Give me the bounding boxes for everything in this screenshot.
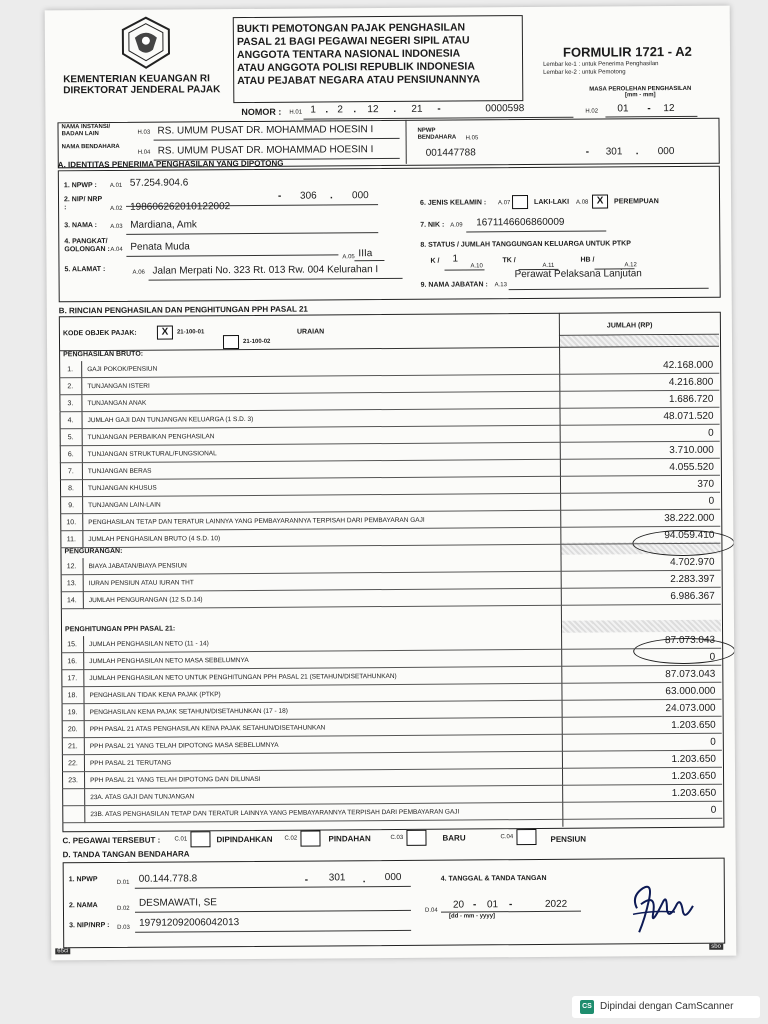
row-amount: 38.222.000 [664, 512, 715, 525]
row-amount: 0 [710, 804, 717, 816]
section-c-title: C. PEGAWAI TERSEBUT : [62, 835, 161, 846]
a-nama-code: A.03 [110, 223, 123, 230]
kode-1-checkbox[interactable]: X [157, 326, 173, 340]
row-amount: 48.071.520 [663, 410, 714, 423]
row-amount: 87.073.043 [665, 668, 716, 681]
pengurangan-title: PENGURANGAN: [64, 547, 123, 556]
d-nip-label: 3. NIP/NRP : [69, 921, 110, 930]
d-tgl-yyyy: 2022 [544, 898, 568, 910]
camscanner-text: Dipindai dengan CamScanner [600, 1001, 734, 1012]
a-npwp-code: A.01 [109, 182, 123, 189]
row-number: 18. [61, 687, 84, 704]
title-line: BUKTI PEMOTONGAN PAJAK PENGHASILAN [236, 21, 466, 36]
c-code-2: C.02 [284, 835, 298, 842]
a-npwp-kpp: 306 [299, 190, 317, 202]
row-amount: 87.073.043 [665, 634, 716, 647]
a-k-label: K / [430, 257, 440, 265]
bendahara-value: RS. UMUM PUSAT DR. MOHAMMAD HOESIN I [157, 144, 374, 157]
nomor-part-5: 0000598 [485, 103, 525, 115]
nomor-label: NOMOR : [241, 106, 282, 118]
a-hb-code: A.12 [624, 262, 637, 269]
a-npwp-cabang: 000 [351, 190, 369, 202]
row-amount: 6.986.367 [670, 590, 715, 603]
row-number: 8. [60, 480, 83, 497]
row-number: 3. [59, 395, 82, 412]
row-amount: 94.059.410 [664, 529, 715, 542]
c-dipindahkan-checkbox[interactable] [190, 831, 210, 847]
row-number: 1. [59, 361, 82, 378]
d-tgl-code: D.04 [424, 907, 438, 914]
shaded-cell [562, 620, 721, 633]
row-number: 6. [60, 446, 83, 463]
row-description: JUMLAH PENGURANGAN (12 S.D.14) [88, 596, 203, 605]
section-b-title: B. RINCIAN PENGHASILAN DAN PENGHITUNGAN PPH PASAL 21 [58, 304, 308, 316]
corner-mark-left: 65ci [57, 948, 69, 955]
row-number [62, 789, 85, 806]
c-code-1: C.01 [174, 836, 188, 843]
row-description: TUNJANGAN ANAK [87, 399, 147, 408]
a-jk-perempuan-checkbox[interactable]: X [592, 194, 608, 208]
npwp-bendahara-code: H.05 [465, 135, 479, 142]
row-description: PPH PASAL 21 YANG TELAH DIPOTONG DAN DILUNASI [90, 775, 261, 785]
nomor-part-1: 1 [310, 104, 316, 116]
row-description: GAJI POKOK/PENSIUN [87, 365, 158, 374]
d-npwp-label: 1. NPWP [68, 876, 98, 884]
c-baru-checkbox[interactable] [406, 830, 426, 846]
instansi-label: NAMA INSTANSI/ BADAN LAIN [61, 123, 111, 138]
row-amount: 4.055.520 [669, 461, 714, 474]
a-pangkat-value: Penata Muda [130, 241, 190, 253]
d-nama-label: 2. NAMA [68, 902, 98, 910]
nomor-part-4: 21 [411, 103, 423, 115]
a-jabatan-label: 9. NAMA JABATAN : [420, 281, 488, 289]
row-description: JUMLAH PENGHASILAN NETO UNTUK PENGHITUNGAN PPH PASAL 21 (SETAHUN/DISETAHUNKAN) [89, 672, 397, 683]
uraian-header: URAIAN [296, 328, 325, 336]
d-ttd-label: 4. TANGGAL & TANDA TANGAN [440, 874, 547, 883]
a-jk-label: 6. JENIS KELAMIN : [420, 199, 487, 207]
row-description: TUNJANGAN PERBAIKAN PENGHASILAN [87, 433, 215, 442]
pengurangan-rows [45, 6, 730, 11]
a-status-label: 8. STATUS / JUMLAH TANGGUNGAN KELUARGA UNTUK PTKP [420, 240, 631, 249]
d-nip-value: 197912092006042013 [139, 917, 240, 929]
row-number: 4. [59, 412, 82, 429]
a-npwp-label: 1. NPWP : [63, 182, 97, 190]
ministry-name [63, 73, 243, 96]
a-jabatan-code: A.13 [494, 282, 507, 289]
row-number: 14. [61, 592, 84, 609]
ministry-line-2: DIREKTORAT JENDERAL PAJAK [63, 84, 221, 97]
masa-to: 12 [663, 103, 675, 115]
row-number: 15. [61, 636, 84, 653]
ministry-line-1: KEMENTERIAN KEUANGAN RI [63, 73, 210, 86]
title-line: PASAL 21 BAGI PEGAWAI NEGERI SIPIL ATAU [236, 34, 470, 49]
row-amount: 42.168.000 [663, 359, 714, 372]
row-number: 2. [59, 378, 82, 395]
section-a-title: A. IDENTITAS PENERIMA PENGHASILAN YANG DIPOTONG [57, 158, 284, 170]
nomor-code: H.01 [289, 109, 303, 116]
nomor-part-2: 2 [337, 104, 343, 116]
d-tgl-format: [dd - mm - yyyy] [449, 913, 496, 920]
npwp-bendahara-value: 001447788 [425, 147, 476, 159]
row-amount: 0 [709, 651, 716, 663]
a-k-value: 1 [452, 253, 459, 265]
row-number: 19. [62, 704, 85, 721]
row-number: 7. [60, 463, 83, 480]
row-description: IURAN PENSIUN ATAU IURAN THT [88, 579, 194, 588]
row-description: JUMLAH PENGHASILAN BRUTO (4 S.D. 10) [88, 535, 221, 544]
title-line: ANGGOTA TENTARA NASIONAL INDONESIA [236, 47, 461, 62]
form-title-block [237, 21, 519, 88]
row-number: 23. [62, 772, 85, 789]
row-amount: 1.203.650 [671, 770, 717, 783]
masa-from: 01 [617, 103, 629, 115]
a-jk-laki-checkbox[interactable] [512, 195, 528, 209]
tax-form-sheet: KEMENTERIAN KEUANGAN RI DIREKTORAT JENDERAL PAJAK BUKTI PEMOTONGAN PAJAK PENGHASILAN PASAL 21 BAGI PEGAWAI NEGERI SIPIL ATAU ANGGOTA TENTARA NASIONAL INDONESIA ATAU ANGGOTA POLISI REPUBLIK INDONESIA ATAU PEJABAT NEGARA ATAU PENSIUNANNYA FORMULIR 1721 - A2 Lembar ke-1 : untuk Penerima Penghasilan Lembar ke-2 : untuk Pemotong MASA PEROLEHAN PENGHASILAN [mm - mm] H.02 01 - 12 NOMOR : H.01 1 . 2 . 12 . 21 - 0000598 NAMA INSTANSI/ BADAN LAIN H.03 RS. UMUM PUSAT DR. MOHAMMAD HOESIN I NAMA BENDAHARA H.04 RS. UMUM PUSAT DR. MOHAMMAD HOESIN I NPWP BENDAHARA H.05 001447788 - 301 . 000 A. IDENTITAS PENERIMA PENGHASILAN YANG DIPOTONG 1. NPWP : A.01 57.254.904.6 - 306 . 000 2. NIP/ NRP : A.02 198606262010122002 3. NAMA : A.03 Mardiana, Amk 4. PANGKAT/ GOLONGAN : A.04 Penata Muda A.05 IIIa 5. ALAMAT : A.06 Jalan Merpati No. 323 Rt. 013 Rw. 004 Kelurahan I 6. JENIS KELAMIN : A.07 LAKI-LAKI A.08 X PEREMPUAN 7. NIK : A.09 1671146606860009 8. STATUS / JUMLAH TANGGUNGAN KELUARGA UNTUK PTKP K / 1 A.10 TK / A.11 HB / A.12 9. NAMA JABATAN : A.13 Perawat Pelaksana Lanjutan B. RINCIAN PENGHASILAN DAN PENGHITUNGAN PPH PASAL 21 KODE OBJEK PAJAK: X 21-100-01 21-100-02 URAIAN JUMLAH (RP) PENGHASILAN BRUTO: PENGURANGAN: PENGHITUNGAN PPH PASAL 21: C. PEGAWAI TERSEBUT : C.01 DIPINDAHKAN C.02 PINDAHAN C.03 BARU C.04 PENSIUN D. TANDA TANGAN BENDAHARA 1. NPWP D.01 00.144.778.8 - 301 . 000 2. NAMA D.02 DESMAWATI, SE 3. NIP/NRP : D.03 197912092006042013 4. TANGGAL & TANDA TANGAN D.04 20 - 01 - 2022 [dd - mm - yyyy] 65ci sbo 1. GAJI POKOK/PENSIUN 42.168.000 2. TUNJANGAN ISTERI 4.216.800 3. TUNJANGAN ANAK 1.686.720 4. JUMLAH GAJI DAN TUNJANGAN KELUARGA (1 S.D. 3) 48.071.520 5. TUNJANGAN PERBAIKAN PENGHASILAN 0 6. TUNJANGAN STRUKTURAL/FUNGSIONAL 3.710.000 7. TUNJANGAN BERAS 4.055.520 8. TUNJANGAN KHUSUS 370 9. TUNJANGAN LAIN-LAIN 0 10. PENGHASILAN TETAP DAN TERATUR LAINNYA YANG PEMBAYARANNYA TERPISAH DARI PEMBAYARAN GAJI 38.222.000 11. JUMLAH PENGHASILAN BRUTO (4 S.D. 10) 94.059.410 12. BIAYA JABATAN/BIAYA PENSIUN 4.702.970 13. IURAN PENSIUN ATAU IURAN THT 2.283.397 14. JUMLAH PENGURANGAN (12 S.D.14) 6.986.367 15. JUMLAH PENGHASILAN NETO (11 - 14) 87.073.043 16. JUMLAH PENGHASILAN NETO MASA SEBELUMNYA 0 17. JUMLAH PENGHASILAN NETO UNTUK PENGHITUNGAN PPH PASAL 21 (SETAHUN/DISETAHUNKAN) 87.073.043 18. PENGHASILAN TIDAK KENA PAJAK (PTKP) 63.000.000 19. PENGHASILAN KENA PAJAK SETAHUN/DISETAHUNKAN (17 - 18) 24.073.000 20. PPH PASAL 21 ATAS PENGHASILAN KENA PAJAK SETAHUN/DISETAHUNKAN 1.203.650 21. PPH PASAL 21 YANG TELAH DIPOTONG MASA SEBELUMNYA 0 22. PPH PASAL 21 TERUTANG 1.203.650 23. PPH PASAL 21 YANG TELAH DIPOTONG DAN DILUNASI 1.203.650 23A. ATAS GAJI DAN TUNJANGAN 1.203.650 23B. ATAS PENGHASILAN TETAP DAN TERATUR LAINNYA YANG PEMBAYARANNYA TERPISAH DARI PEMBAYARAN GAJI 0 [45, 6, 737, 961]
a-alamat-value: Jalan Merpati No. 323 Rt. 013 Rw. 004 Kelurahan I [152, 264, 379, 277]
a-tk-label: TK / [502, 257, 516, 265]
bendahara-label: NAMA BENDAHARA [61, 143, 120, 151]
npwp-bendahara-cabang: 000 [657, 146, 675, 158]
d-npwp-kpp: 301 [328, 872, 346, 884]
a-jk-perempuan-label: PEREMPUAN [614, 198, 659, 206]
penghitungan-title: PENGHITUNGAN PPH PASAL 21: [64, 625, 176, 634]
masa-code: H.02 [585, 108, 599, 115]
a-alamat-label: 5. ALAMAT : [64, 265, 106, 274]
a-nama-label: 3. NAMA : [64, 222, 98, 230]
row-number: 16. [61, 653, 84, 670]
row-amount: 1.203.650 [671, 787, 717, 800]
title-line: ATAU PEJABAT NEGARA ATAU PENSIUNANNYA [237, 73, 481, 88]
c-pensiun-label: PENSIUN [550, 834, 587, 844]
bruto-rows [45, 6, 730, 11]
a-alamat-code: A.06 [132, 269, 145, 276]
row-description: PENGHASILAN TIDAK KENA PAJAK (PTKP) [89, 691, 221, 700]
a-nip-code: A.02 [110, 205, 123, 212]
form-code: FORMULIR 1721 - A2 [562, 43, 692, 60]
a-tk-code: A.11 [542, 262, 555, 269]
row-amount: 1.686.720 [668, 393, 714, 406]
row-amount: 370 [697, 478, 715, 490]
kode-objek-label: KODE OBJEK PAJAK: [62, 329, 137, 338]
row-description: 23B. ATAS PENGHASILAN TETAP DAN TERATUR LAINNYA YANG PEMBAYARANNYA TERPISAH DARI PEMBAYARAN GAJI [90, 808, 460, 819]
row-amount: 0 [708, 427, 714, 439]
row-description: JUMLAH PENGHASILAN NETO (11 - 14) [89, 640, 209, 649]
row-number [62, 806, 85, 823]
lembar-1-note: Lembar ke-1 : untuk Penerima Penghasilan [543, 61, 659, 68]
lembar-2-note: Lembar ke-2 : untuk Pemotong [543, 69, 626, 76]
a-nik-code: A.09 [450, 222, 463, 229]
c-dipindahkan-label: DIPINDAHKAN [216, 834, 273, 845]
a-nip-value: 198606262010122002 [130, 201, 231, 213]
row-amount: 1.203.650 [671, 753, 716, 766]
row-amount: 63.000.000 [665, 685, 716, 698]
row-number: 17. [61, 670, 84, 687]
d-tgl-dd: 20 [452, 899, 465, 911]
penghitungan-rows [45, 6, 730, 11]
ministry-emblem-icon [117, 13, 175, 71]
a-nip-label: 2. NIP/ NRP : [63, 196, 103, 212]
row-number: 11. [60, 531, 83, 548]
row-number: 9. [60, 497, 83, 514]
d-npwp-cabang: 000 [384, 871, 402, 884]
a-jk-code-l: A.07 [498, 200, 511, 207]
a-nama-value: Mardiana, Amk [130, 219, 197, 231]
a-golongan-value: IIIa [358, 248, 373, 260]
bruto-title: PENGHASILAN BRUTO: [63, 350, 144, 359]
row-description: TUNJANGAN KHUSUS [88, 484, 157, 493]
a-pangkat-code: A.04 [110, 246, 123, 253]
row-amount: 24.073.000 [665, 702, 716, 715]
row-description: BIAYA JABATAN/BIAYA PENSIUN [88, 562, 187, 571]
nomor-part-3: 12 [367, 104, 379, 116]
a-hb-label: HB / [580, 256, 595, 264]
row-description: 23A. ATAS GAJI DAN TUNJANGAN [90, 793, 195, 802]
bendahara-code: H.04 [137, 149, 151, 156]
c-code-3: C.03 [390, 834, 404, 842]
title-line: ATAU ANGGOTA POLISI REPUBLIK INDONESIA [237, 60, 475, 75]
a-nik-value: 1671146606860009 [476, 216, 565, 229]
a-jk-laki-label: LAKI-LAKI [534, 198, 570, 206]
c-pindahan-label: PINDAHAN [328, 834, 371, 844]
d-nip-code: D.03 [117, 924, 130, 931]
row-amount: 1.203.650 [671, 719, 716, 732]
row-number: 10. [60, 514, 83, 531]
row-description: PPH PASAL 21 TERUTANG [89, 759, 172, 768]
a-k-code: A.10 [470, 263, 483, 270]
instansi-code: H.03 [137, 129, 151, 136]
row-number: 13. [61, 575, 84, 592]
c-baru-label: BARU [442, 833, 466, 843]
signature-icon [623, 874, 703, 945]
d-tgl-mm: 01 [486, 899, 499, 911]
row-description: PPH PASAL 21 ATAS PENGHASILAN KENA PAJAK SETAHUN/DISETAHUNKAN [89, 724, 326, 734]
row-amount: 3.710.000 [669, 444, 714, 457]
npwp-bendahara-kpp: 301 [605, 146, 623, 158]
row-amount: 0 [710, 736, 716, 748]
corner-mark-right: sbo [711, 943, 721, 950]
row-description: TUNJANGAN ISTERI [87, 382, 150, 391]
a-npwp-value: 57.254.904.6 [129, 177, 189, 189]
section-d-title: D. TANDA TANGAN BENDAHARA [62, 849, 190, 860]
d-nama-value: DESMAWATI, SE [138, 897, 217, 909]
a-nik-label: 7. NIK : [420, 221, 445, 229]
a-jk-code-p: A.08 [576, 199, 589, 206]
c-pensiun-checkbox[interactable] [516, 829, 536, 845]
d-npwp-value: 00.144.778.8 [138, 873, 198, 885]
d-npwp-code: D.01 [116, 879, 130, 886]
row-amount: 4.216.800 [668, 376, 714, 389]
c-code-4: C.04 [500, 834, 514, 841]
a-pangkat-label: 4. PANGKAT/ GOLONGAN : [64, 237, 110, 254]
row-amount: 4.702.970 [670, 556, 715, 569]
row-description: TUNJANGAN STRUKTURAL/FUNGSIONAL [87, 450, 217, 459]
instansi-value: RS. UMUM PUSAT DR. MOHAMMAD HOESIN I [157, 124, 374, 137]
masa-label: MASA PEROLEHAN PENGHASILAN [mm - mm] [589, 85, 692, 99]
row-description: JUMLAH GAJI DAN TUNJANGAN KELUARGA (1 S.D. 3) [87, 415, 254, 425]
row-description: TUNJANGAN BERAS [87, 467, 152, 476]
row-number: 21. [62, 738, 85, 755]
row-description: PENGHASILAN KENA PAJAK SETAHUN/DISETAHUNKAN (17 - 18) [89, 707, 288, 717]
kode-2-checkbox[interactable] [223, 335, 239, 349]
row-number: 20. [62, 721, 85, 738]
row-number: 12. [61, 558, 84, 575]
d-nama-code: D.02 [116, 905, 130, 912]
row-number: 22. [62, 755, 85, 772]
row-number: 5. [60, 429, 83, 446]
a-jabatan-value: Perawat Pelaksana Lanjutan [514, 268, 642, 281]
row-description: PPH PASAL 21 YANG TELAH DIPOTONG MASA SEBELUMNYA [89, 741, 279, 751]
camscanner-watermark [572, 996, 760, 1018]
camscanner-logo-icon: CS [580, 1000, 594, 1014]
kode-1-label: 21-100-01 [176, 329, 205, 336]
row-description: TUNJANGAN LAIN-LAIN [88, 501, 161, 510]
a-golongan-code: A.05 [342, 254, 355, 261]
jumlah-header: JUMLAH (RP) [606, 322, 653, 330]
kode-2-label: 21-100-02 [242, 338, 271, 346]
row-description: JUMLAH PENGHASILAN NETO MASA SEBELUMNYA [89, 656, 249, 666]
c-pindahan-checkbox[interactable] [300, 830, 320, 846]
row-amount: 2.283.397 [670, 573, 715, 586]
row-description: PENGHASILAN TETAP DAN TERATUR LAINNYA YANG PEMBAYARANNYA TERPISAH DARI PEMBAYARAN GAJI [88, 516, 425, 527]
npwp-bendahara-label: NPWP BENDAHARA [417, 127, 457, 141]
row-amount: 0 [708, 495, 715, 507]
